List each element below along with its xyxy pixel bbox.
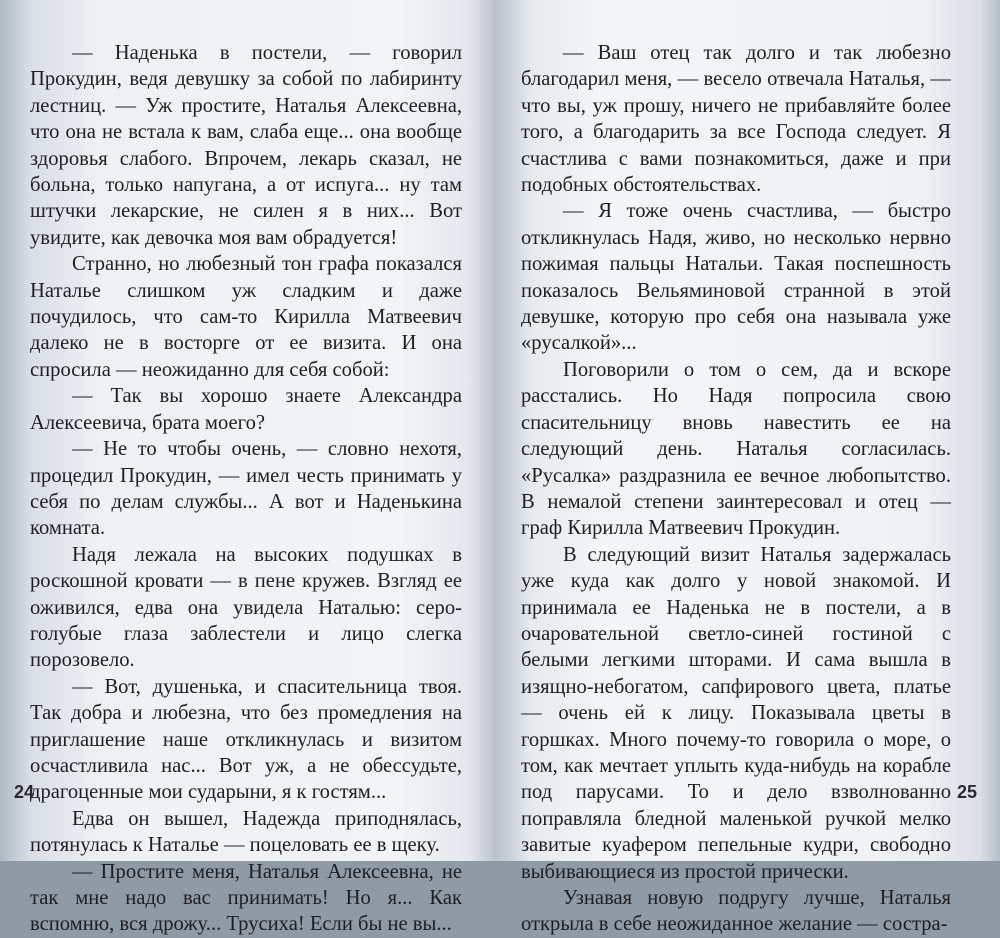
paragraph: Поговорили о том о сем, да и вскоре расстались. Но Надя попросила свою спасительницу вновь навестить ее на следующий день. Наталья согласилась. «Русалка» раздразнила ее вечное любопытство. В немалой степени заинтересовал и отец — граф Кирилла Матвеевич Прокудин. [521, 358, 951, 540]
right-page [521, 40, 951, 936]
paragraph: Странно, но любезный тон графа показался Наталье слишком уж сладким и даже почудилось, что сам-то Кирилла Матвеевич далеко не в восторге от ее визита. И она спросила — неожиданно для себя собой: [30, 253, 462, 381]
paragraph: — Наденька в постели, — говорил Прокудин, ведя девушку за собой по лабиринту лестниц. — Уж простите, Наталья Алексеевна, что она не встала к вам, слаба еще... она вообще здоровья слабого. Впрочем, лекарь сказал, не больна, только напугана, а от испуга... ну там штучки лекарские, не силен я в них... Вот увидите, как девочка моя вам обрадуется! [30, 42, 462, 249]
paragraph: — Простите меня, Наталья Алексеевна, не так мне надо вас принимать! Но я... Как вспомню, вся дрожу... Трусиха! Если бы не вы... [30, 860, 462, 936]
paragraph: Надя лежала на высоких подушках в роскошной кровати — в пене кружев. Взгляд ее оживился, едва она увидела Наталью: серо-голубые глаза заблестели и лицо слегка порозовело. [30, 543, 462, 672]
paragraph: Едва он вышел, Надежда приподнялась, потянулась к Наталье — поцеловать ее в щеку. [30, 807, 462, 857]
page-number-left: 24 [14, 782, 35, 802]
paragraph: — Вот, душенька, и спасительница твоя. Так добра и любезна, что без промедления на приглашение наше откликнулась и визитом осчастливила нас... Вот уж, а не обессудьте, драгоценные мои сударыни, я к гостям... [30, 675, 462, 804]
paragraph: — Ваш отец так долго и так любезно благодарил меня, — весело отвечала Наталья, — что вы, уж прошу, ничего не прибавляйте более того, а благодарить за все Господа следует. Я счастлива с вами познакомиться, даже и при подобных обстоятельствах. [521, 42, 951, 197]
paragraph: Узнавая новую подругу лучше, Наталья открыла в себе неожиданное желание — сострa- [521, 887, 951, 936]
paragraph: — Не то чтобы очень, — словно нехотя, процедил Прокудин, — имел честь принимать у себя по делам службы... А вот и Наденькина комната. [30, 438, 462, 540]
paragraph: — Так вы хорошо знаете Александра Алексеевича, брата моего? [30, 385, 462, 434]
page-number-right: 25 [957, 782, 978, 802]
paragraph: В следующий визит Наталья задержалась уже куда как долго у новой знакомой. И принимала ее Наденька не в постели, а в очаровательной светло-синей гостиной с белыми легкими шторами. И сама вышла в изящно-небогатом, сапфирового цвета, платье — очень ей к лицу. Показывала цветы в горшках. Много почему-то говорила о море, о том, как мечтает уплыть куда-нибудь на корабле под парусами. То и дело взволнованно поправляла бледной маленькой ручкой мелко завитые куафером пепельные кудри, свободно выбивающиеся из простой прически. [521, 543, 951, 883]
paragraph: — Я тоже очень счастлива, — быстро откликнулась Надя, живо, но несколько нервно пожимая пальцы Натальи. Такая поспешность показалось Вельяминовой странной в этой девушке, которую про себя она называла уже «русалкой»... [521, 200, 951, 355]
left-page [30, 40, 462, 936]
